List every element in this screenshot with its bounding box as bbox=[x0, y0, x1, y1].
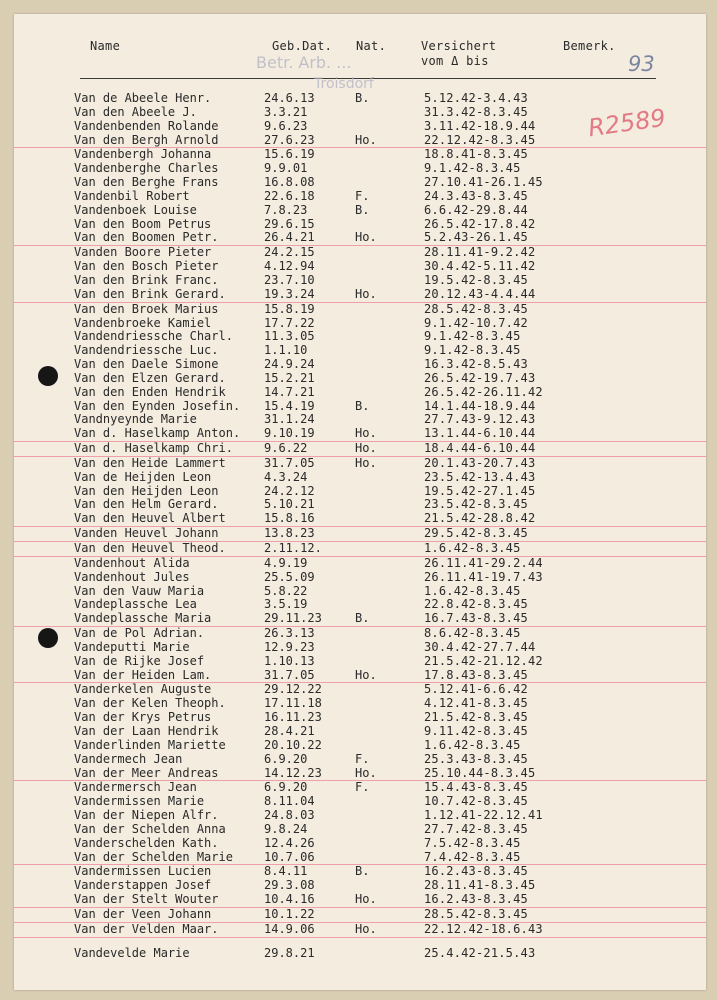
row-name: Van den Bergh Arnold bbox=[74, 132, 219, 147]
row-birth-date: 31.7.05 bbox=[264, 455, 315, 470]
row-insured-period: 13.1.44-6.10.44 bbox=[424, 426, 536, 441]
table-row bbox=[14, 923, 706, 938]
row-name: Van d. Haselkamp Anton. bbox=[74, 426, 241, 441]
table-row bbox=[14, 683, 706, 697]
table-row bbox=[14, 612, 706, 627]
row-name: Van den Bosch Pieter bbox=[74, 259, 219, 274]
row-birth-date: 14.7.21 bbox=[264, 384, 315, 399]
row-insured-period: 19.5.42-8.3.45 bbox=[424, 272, 528, 287]
row-birth-date: 24.2.15 bbox=[264, 245, 315, 260]
row-insured-period: 16.7.43-8.3.45 bbox=[424, 611, 528, 626]
row-name: Van der Velden Maar. bbox=[74, 921, 219, 936]
row-insured-period: 31.3.42-8.3.45 bbox=[424, 104, 528, 119]
row-birth-date: 4.3.24 bbox=[264, 469, 308, 484]
row-name: Van den Boomen Petr. bbox=[74, 230, 219, 245]
table-row bbox=[14, 865, 706, 879]
row-insured-period: 27.10.41-26.1.45 bbox=[424, 175, 543, 190]
row-birth-date: 25.5.09 bbox=[264, 569, 315, 584]
row-insured-period: 21.5.42-21.12.42 bbox=[424, 653, 543, 668]
row-birth-date: 19.3.24 bbox=[264, 286, 315, 301]
row-name: Vandenbergh Johanna bbox=[74, 147, 212, 162]
row-insured-period: 25.3.43-8.3.45 bbox=[424, 751, 528, 766]
row-name: Vandenhout Jules bbox=[74, 569, 190, 584]
row-birth-date: 9.6.23 bbox=[264, 118, 308, 133]
row-name: Van den Brink Gerard. bbox=[74, 286, 226, 301]
row-insured-period: 14.1.44-18.9.44 bbox=[424, 398, 536, 413]
row-birth-date: 12.4.26 bbox=[264, 835, 315, 850]
row-name: Van der Stelt Wouter bbox=[74, 892, 219, 907]
table-row bbox=[14, 344, 706, 358]
row-birth-date: 23.7.10 bbox=[264, 272, 315, 287]
row-insured-period: 9.1.42-10.7.42 bbox=[424, 315, 528, 330]
row-insured-period: 26.5.42-19.7.43 bbox=[424, 370, 536, 385]
row-name: Van den Berghe Frans bbox=[74, 175, 219, 190]
pencil-page-number: 93 bbox=[628, 52, 655, 76]
row-birth-date: 15.8.16 bbox=[264, 511, 315, 526]
row-insured-period: 26.5.42-26.11.42 bbox=[424, 384, 543, 399]
table-row bbox=[14, 781, 706, 795]
row-nationality: Ho. bbox=[355, 921, 377, 936]
row-name: Vandeputti Marie bbox=[74, 639, 190, 654]
header-name: Name bbox=[90, 39, 121, 53]
row-nationality: Ho. bbox=[355, 892, 377, 907]
row-name: Van den Enden Hendrik bbox=[74, 384, 226, 399]
row-birth-date: 1.1.10 bbox=[264, 343, 308, 358]
row-nationality: Ho. bbox=[355, 765, 377, 780]
row-insured-period: 30.4.42-5.11.42 bbox=[424, 259, 536, 274]
document-sheet bbox=[14, 14, 706, 990]
table-row bbox=[14, 627, 706, 641]
row-nationality: Ho. bbox=[355, 286, 377, 301]
row-insured-period: 22.8.42-8.3.45 bbox=[424, 597, 528, 612]
row-name: Van den Heijden Leon bbox=[74, 483, 219, 498]
table-row bbox=[14, 246, 706, 260]
row-name: Vandenboek Louise bbox=[74, 202, 197, 217]
row-name: Van der Krys Petrus bbox=[74, 710, 212, 725]
row-name: Van den Boom Petrus bbox=[74, 216, 212, 231]
row-name: Vandenbil Robert bbox=[74, 188, 190, 203]
row-name: Van der Laan Hendrik bbox=[74, 723, 219, 738]
table-row bbox=[14, 697, 706, 711]
row-name: Van der Schelden Anna bbox=[74, 821, 226, 836]
row-birth-date: 11.3.05 bbox=[264, 329, 315, 344]
stamp-line-2: Troisdorf bbox=[314, 76, 374, 92]
row-birth-date: 15.2.21 bbox=[264, 370, 315, 385]
row-birth-date: 24.8.03 bbox=[264, 808, 315, 823]
row-name: Van der Meer Andreas bbox=[74, 765, 219, 780]
row-birth-date: 9.10.19 bbox=[264, 426, 315, 441]
row-insured-period: 1.12.41-22.12.41 bbox=[424, 808, 543, 823]
register-list bbox=[14, 92, 706, 962]
header-insured: Versichert bbox=[421, 39, 497, 53]
row-birth-date: 17.7.22 bbox=[264, 315, 315, 330]
row-birth-date: 29.12.22 bbox=[264, 682, 322, 697]
row-name: Vanderstappen Josef bbox=[74, 878, 212, 893]
row-nationality: B. bbox=[355, 91, 370, 105]
row-name: Van den Helm Gerard. bbox=[74, 497, 219, 512]
row-insured-period: 25.4.42-21.5.43 bbox=[424, 945, 536, 960]
row-name: Vandenbenden Rolande bbox=[74, 118, 219, 133]
row-nationality: Ho. bbox=[355, 441, 377, 456]
row-insured-period: 6.6.42-29.8.44 bbox=[424, 202, 528, 217]
row-insured-period: 5.12.42-3.4.43 bbox=[424, 91, 528, 105]
table-row bbox=[14, 400, 706, 414]
table-row bbox=[14, 204, 706, 218]
row-name: Van de Pol Adrian. bbox=[74, 626, 205, 641]
row-birth-date: 5.8.22 bbox=[264, 583, 308, 598]
table-row bbox=[14, 231, 706, 246]
row-birth-date: 6.9.20 bbox=[264, 780, 308, 795]
row-birth-date: 20.10.22 bbox=[264, 737, 322, 752]
table-row bbox=[14, 725, 706, 739]
row-name: Vandermersch Jean bbox=[74, 780, 197, 795]
row-nationality: B. bbox=[355, 611, 370, 626]
row-name: Van der Schelden Marie bbox=[74, 849, 233, 864]
table-row bbox=[14, 427, 706, 442]
table-row bbox=[14, 358, 706, 372]
row-name: Van den Heide Lammert bbox=[74, 455, 226, 470]
row-insured-period: 29.5.42-8.3.45 bbox=[424, 526, 528, 541]
table-row bbox=[14, 527, 706, 542]
row-name: Van de Rijke Josef bbox=[74, 653, 205, 668]
row-nationality: F. bbox=[355, 780, 370, 795]
table-row bbox=[14, 795, 706, 809]
row-insured-period: 28.5.42-8.3.45 bbox=[424, 301, 528, 316]
row-name: Van den Vauw Maria bbox=[74, 583, 205, 598]
row-insured-period: 1.6.42-8.3.45 bbox=[424, 541, 521, 555]
row-insured-period: 4.12.41-8.3.45 bbox=[424, 696, 528, 711]
row-name: Vandeplassche Maria bbox=[74, 611, 212, 626]
row-name: Vandenberghe Charles bbox=[74, 161, 219, 176]
row-name: Vandendriessche Charl. bbox=[74, 329, 233, 344]
row-insured-period: 26.5.42-17.8.42 bbox=[424, 216, 536, 231]
row-insured-period: 28.5.42-8.3.45 bbox=[424, 906, 528, 921]
row-name: Vanden Boore Pieter bbox=[74, 245, 212, 260]
row-birth-date: 1.10.13 bbox=[264, 653, 315, 668]
row-birth-date: 4.12.94 bbox=[264, 259, 315, 274]
row-birth-date: 8.11.04 bbox=[264, 794, 315, 809]
table-row bbox=[14, 260, 706, 274]
row-name: Vandeplassche Lea bbox=[74, 597, 197, 612]
row-insured-period: 5.12.41-6.6.42 bbox=[424, 682, 528, 697]
row-birth-date: 26.3.13 bbox=[264, 626, 315, 641]
row-name: Vanderschelden Kath. bbox=[74, 835, 219, 850]
table-row bbox=[14, 641, 706, 655]
row-insured-period: 7.4.42-8.3.45 bbox=[424, 849, 521, 864]
row-name: Van den Heuvel Albert bbox=[74, 511, 226, 526]
row-birth-date: 3.5.19 bbox=[264, 597, 308, 612]
row-name: Van den Broek Marius bbox=[74, 301, 219, 316]
row-name: Van den Abeele J. bbox=[74, 104, 197, 119]
row-insured-period: 16.2.43-8.3.45 bbox=[424, 864, 528, 879]
table-row bbox=[14, 162, 706, 176]
table-row bbox=[14, 471, 706, 485]
row-birth-date: 29.6.15 bbox=[264, 216, 315, 231]
row-birth-date: 14.9.06 bbox=[264, 921, 315, 936]
table-row bbox=[14, 92, 706, 106]
row-insured-period: 1.6.42-8.3.45 bbox=[424, 737, 521, 752]
table-row bbox=[14, 598, 706, 612]
row-name: Van den Heuvel Theod. bbox=[74, 541, 226, 555]
row-name: Van der Niepen Alfr. bbox=[74, 808, 219, 823]
table-row bbox=[14, 288, 706, 303]
row-name: Vandendriessche Luc. bbox=[74, 343, 219, 358]
row-insured-period: 26.11.41-29.2.44 bbox=[424, 555, 543, 570]
table-row bbox=[14, 120, 706, 134]
row-insured-period: 8.6.42-8.3.45 bbox=[424, 626, 521, 641]
row-insured-period: 21.5.42-8.3.45 bbox=[424, 710, 528, 725]
row-name: Van den Daele Simone bbox=[74, 357, 219, 372]
row-birth-date: 3.3.21 bbox=[264, 104, 308, 119]
row-birth-date: 2.11.12. bbox=[264, 541, 322, 555]
row-insured-period: 3.11.42-18.9.44 bbox=[424, 118, 536, 133]
table-row bbox=[14, 571, 706, 585]
row-insured-period: 28.11.41-8.3.45 bbox=[424, 878, 536, 893]
table-row bbox=[14, 655, 706, 669]
row-birth-date: 5.10.21 bbox=[264, 497, 315, 512]
table-row bbox=[14, 739, 706, 753]
table-row bbox=[14, 837, 706, 851]
row-insured-period: 27.7.42-8.3.45 bbox=[424, 821, 528, 836]
row-birth-date: 16.11.23 bbox=[264, 710, 322, 725]
row-birth-date: 12.9.23 bbox=[264, 639, 315, 654]
row-birth-date: 15.8.19 bbox=[264, 301, 315, 316]
table-row bbox=[14, 823, 706, 837]
row-nationality: Ho. bbox=[355, 132, 377, 147]
table-row bbox=[14, 908, 706, 923]
table-row bbox=[14, 893, 706, 908]
row-name: Van den Brink Franc. bbox=[74, 272, 219, 287]
table-row bbox=[14, 879, 706, 893]
table-row bbox=[14, 485, 706, 499]
row-name: Van den Eynden Josefin. bbox=[74, 398, 241, 413]
row-birth-date: 9.9.01 bbox=[264, 161, 308, 176]
row-insured-period: 30.4.42-27.7.44 bbox=[424, 639, 536, 654]
row-birth-date: 29.3.08 bbox=[264, 878, 315, 893]
table-row bbox=[14, 190, 706, 204]
table-row bbox=[14, 134, 706, 149]
table-row bbox=[14, 176, 706, 190]
row-insured-period: 16.2.43-8.3.45 bbox=[424, 892, 528, 907]
header-from-to: vom Δ bis bbox=[421, 54, 489, 68]
table-row bbox=[14, 218, 706, 232]
row-name: Vanderlinden Mariette bbox=[74, 737, 226, 752]
row-birth-date: 17.11.18 bbox=[264, 696, 322, 711]
row-insured-period: 22.12.42-18.6.43 bbox=[424, 921, 543, 936]
row-birth-date: 7.8.23 bbox=[264, 202, 308, 217]
row-nationality: Ho. bbox=[355, 667, 377, 682]
row-birth-date: 15.4.19 bbox=[264, 398, 315, 413]
row-insured-period: 28.11.41-9.2.42 bbox=[424, 245, 536, 260]
row-insured-period: 22.12.42-8.3.45 bbox=[424, 132, 536, 147]
row-name: Vandermech Jean bbox=[74, 751, 183, 766]
row-birth-date: 10.4.16 bbox=[264, 892, 315, 907]
table-row bbox=[14, 303, 706, 317]
table-row bbox=[14, 938, 706, 962]
row-birth-date: 24.9.24 bbox=[264, 357, 315, 372]
row-nationality: F. bbox=[355, 188, 370, 203]
table-row bbox=[14, 669, 706, 684]
table-row bbox=[14, 317, 706, 331]
row-insured-period: 19.5.42-27.1.45 bbox=[424, 483, 536, 498]
row-nationality: Ho. bbox=[355, 230, 377, 245]
row-birth-date: 4.9.19 bbox=[264, 555, 308, 570]
row-name: Vandevelde Marie bbox=[74, 945, 190, 960]
row-insured-period: 20.12.43-4.4.44 bbox=[424, 286, 536, 301]
row-insured-period: 16.3.42-8.5.43 bbox=[424, 357, 528, 372]
row-birth-date: 24.6.13 bbox=[264, 91, 315, 105]
row-nationality: B. bbox=[355, 398, 370, 413]
row-name: Van der Veen Johann bbox=[74, 906, 212, 921]
row-insured-period: 23.5.42-13.4.43 bbox=[424, 469, 536, 484]
row-birth-date: 29.8.21 bbox=[264, 945, 315, 960]
row-name: Van der Kelen Theoph. bbox=[74, 696, 226, 711]
row-insured-period: 23.5.42-8.3.45 bbox=[424, 497, 528, 512]
row-birth-date: 13.8.23 bbox=[264, 526, 315, 541]
table-row bbox=[14, 386, 706, 400]
row-insured-period: 20.1.43-20.7.43 bbox=[424, 455, 536, 470]
row-name: Van de Abeele Henr. bbox=[74, 91, 212, 105]
row-name: Vandermissen Lucien bbox=[74, 864, 212, 879]
row-insured-period: 9.11.42-8.3.45 bbox=[424, 723, 528, 738]
row-name: Vandnyeynde Marie bbox=[74, 412, 197, 427]
row-name: Van den Elzen Gerard. bbox=[74, 370, 226, 385]
row-insured-period: 9.1.42-8.3.45 bbox=[424, 343, 521, 358]
row-name: Van d. Haselkamp Chri. bbox=[74, 441, 233, 456]
row-insured-period: 5.2.43-26.1.45 bbox=[424, 230, 528, 245]
table-row bbox=[14, 585, 706, 599]
row-birth-date: 9.8.24 bbox=[264, 821, 308, 836]
row-insured-period: 9.1.42-8.3.45 bbox=[424, 329, 521, 344]
header-remarks: Bemerk. bbox=[563, 39, 616, 53]
table-row bbox=[14, 148, 706, 162]
row-insured-period: 27.7.43-9.12.43 bbox=[424, 412, 536, 427]
row-insured-period: 21.5.42-28.8.42 bbox=[424, 511, 536, 526]
row-birth-date: 10.1.22 bbox=[264, 906, 315, 921]
row-birth-date: 10.7.06 bbox=[264, 849, 315, 864]
row-name: Vanden Heuvel Johann bbox=[74, 526, 219, 541]
table-row bbox=[14, 767, 706, 782]
row-birth-date: 22.6.18 bbox=[264, 188, 315, 203]
row-insured-period: 15.4.43-8.3.45 bbox=[424, 780, 528, 795]
row-insured-period: 1.6.42-8.3.45 bbox=[424, 583, 521, 598]
row-nationality: B. bbox=[355, 202, 370, 217]
stamp-line-1: Betr. Arb. ... bbox=[256, 53, 352, 72]
table-row bbox=[14, 413, 706, 427]
table-row bbox=[14, 753, 706, 767]
row-birth-date: 26.4.21 bbox=[264, 230, 315, 245]
table-row bbox=[14, 851, 706, 866]
table-row bbox=[14, 557, 706, 571]
row-name: Vanderkelen Auguste bbox=[74, 682, 212, 697]
row-birth-date: 27.6.23 bbox=[264, 132, 315, 147]
row-insured-period: 17.8.43-8.3.45 bbox=[424, 667, 528, 682]
header-nationality: Nat. bbox=[356, 39, 387, 53]
row-insured-period: 24.3.43-8.3.45 bbox=[424, 188, 528, 203]
row-birth-date: 29.11.23 bbox=[264, 611, 322, 626]
row-birth-date: 9.6.22 bbox=[264, 441, 308, 456]
row-nationality: F. bbox=[355, 751, 370, 766]
table-row bbox=[14, 498, 706, 512]
table-row bbox=[14, 512, 706, 527]
row-birth-date: 6.9.20 bbox=[264, 751, 308, 766]
table-row bbox=[14, 809, 706, 823]
table-row bbox=[14, 442, 706, 457]
row-insured-period: 18.8.41-8.3.45 bbox=[424, 147, 528, 162]
row-nationality: Ho. bbox=[355, 426, 377, 441]
row-birth-date: 24.2.12 bbox=[264, 483, 315, 498]
row-name: Vandermissen Marie bbox=[74, 794, 205, 809]
row-name: Vandenhout Alida bbox=[74, 555, 190, 570]
row-birth-date: 15.6.19 bbox=[264, 147, 315, 162]
red-reference-number: R2589 bbox=[586, 103, 668, 143]
row-birth-date: 31.7.05 bbox=[264, 667, 315, 682]
row-nationality: B. bbox=[355, 864, 370, 879]
row-insured-period: 9.1.42-8.3.45 bbox=[424, 161, 521, 176]
table-row bbox=[14, 457, 706, 471]
row-insured-period: 18.4.44-6.10.44 bbox=[424, 441, 536, 456]
row-birth-date: 28.4.21 bbox=[264, 723, 315, 738]
row-name: Van de Heijden Leon bbox=[74, 469, 212, 484]
table-row bbox=[14, 274, 706, 288]
row-birth-date: 8.4.11 bbox=[264, 864, 308, 879]
table-row bbox=[14, 372, 706, 386]
table-row bbox=[14, 542, 706, 557]
table-row bbox=[14, 106, 706, 120]
row-birth-date: 31.1.24 bbox=[264, 412, 315, 427]
header-birth-date: Geb.Dat. bbox=[272, 39, 333, 53]
row-insured-period: 26.11.41-19.7.43 bbox=[424, 569, 543, 584]
row-insured-period: 7.5.42-8.3.45 bbox=[424, 835, 521, 850]
row-birth-date: 14.12.23 bbox=[264, 765, 322, 780]
row-insured-period: 10.7.42-8.3.45 bbox=[424, 794, 528, 809]
row-name: Vandenbroeke Kamiel bbox=[74, 315, 212, 330]
row-name: Van der Heiden Lam. bbox=[74, 667, 212, 682]
row-insured-period: 25.10.44-8.3.45 bbox=[424, 765, 536, 780]
table-row bbox=[14, 330, 706, 344]
table-row bbox=[14, 711, 706, 725]
row-birth-date: 16.8.08 bbox=[264, 175, 315, 190]
row-nationality: Ho. bbox=[355, 455, 377, 470]
